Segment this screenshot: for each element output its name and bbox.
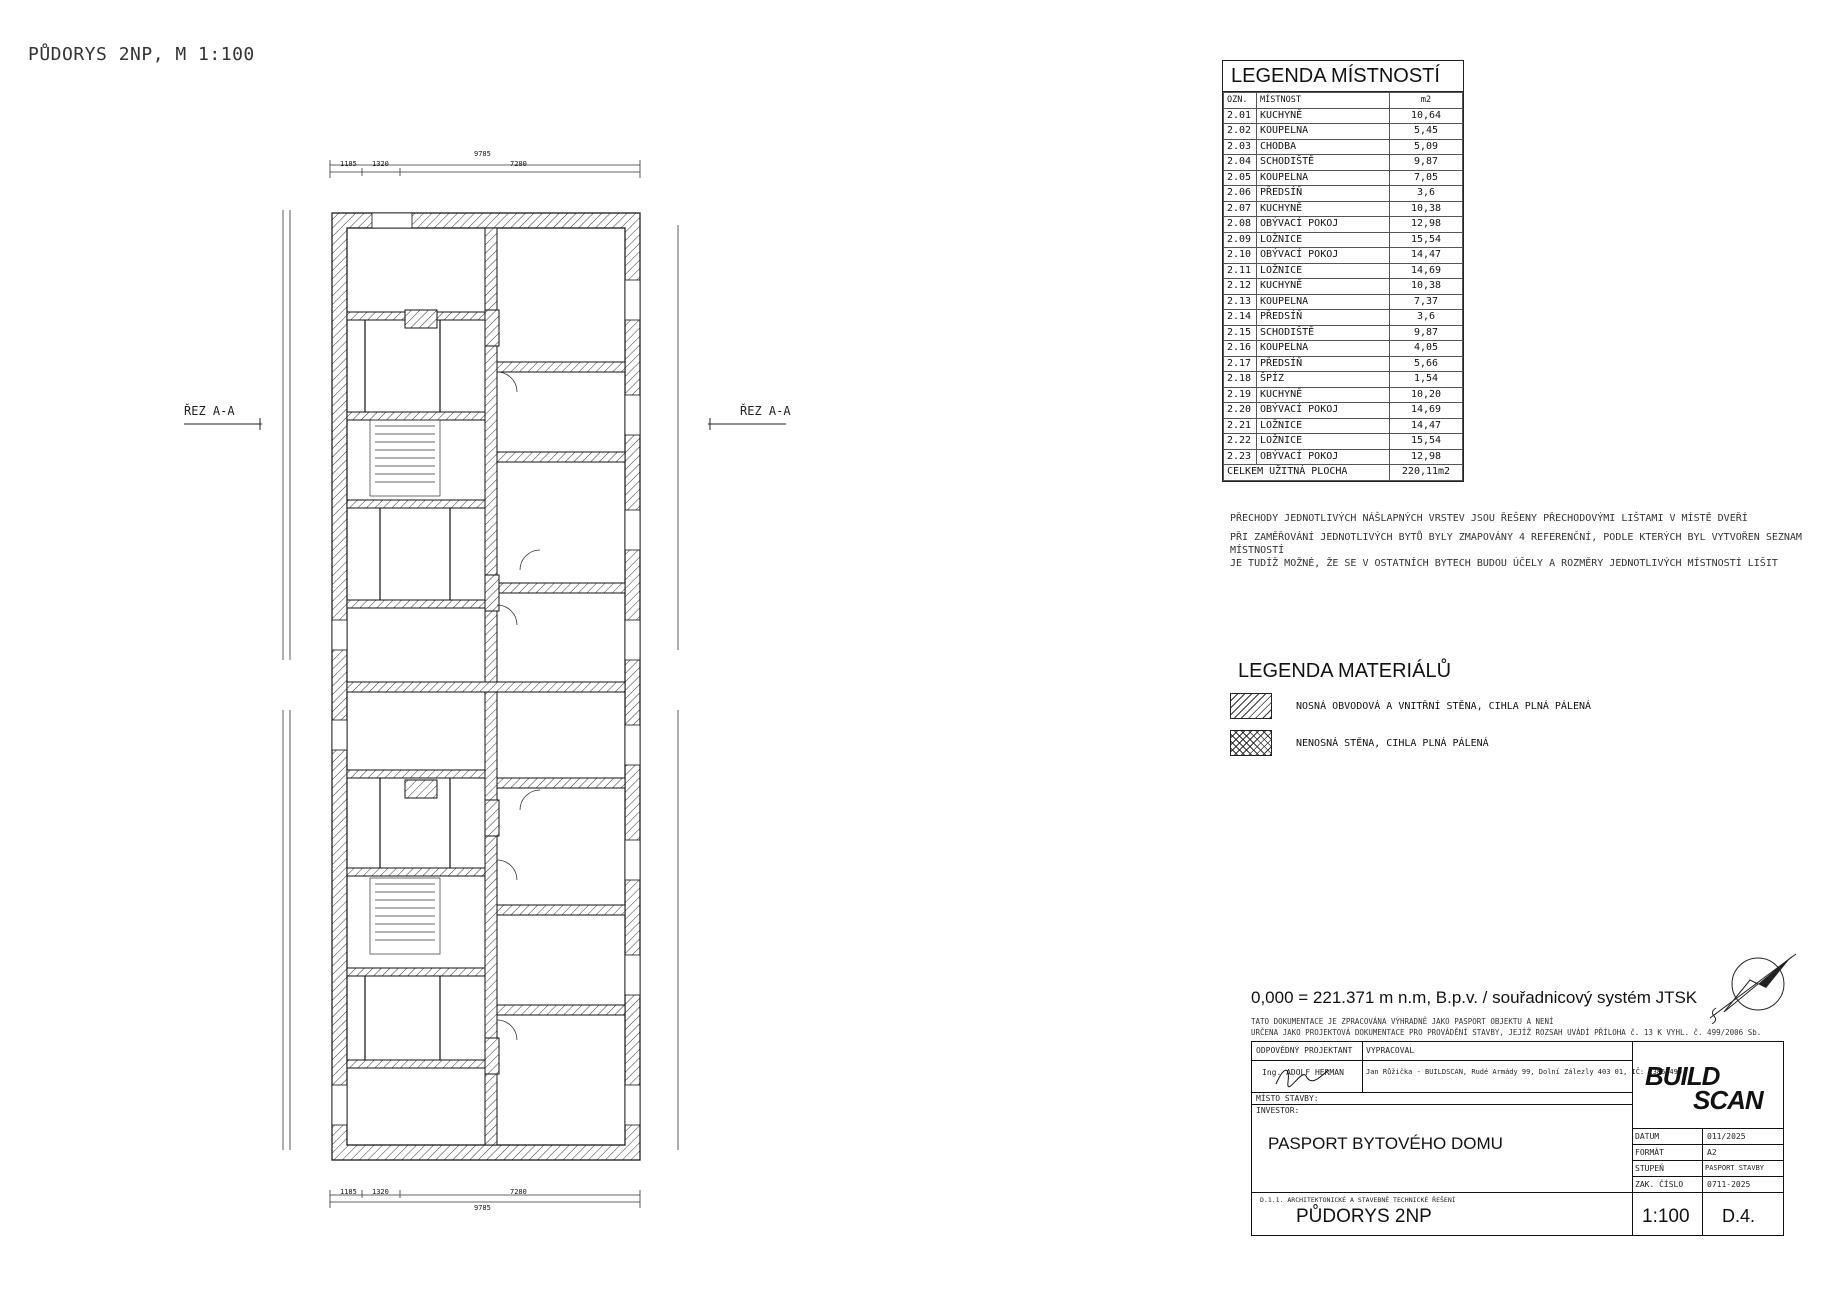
north-arrow-icon [1700,948,1800,1024]
top-dimension-seg3: 7280 [510,160,527,168]
room-code: 2.12 [1224,279,1257,295]
room-name: KOUPELNA [1257,341,1390,357]
room-code: 2.19 [1224,387,1257,403]
room-name: PŘEDSÍŇ [1257,356,1390,372]
room-legend-row [1224,403,1463,419]
room-name: KUCHYNĚ [1257,279,1390,295]
room-area: 10,64 [1390,108,1463,124]
section-arrow-left [184,418,264,430]
top-dimension-total: 9785 [474,150,491,158]
room-legend-row [1224,201,1463,217]
room-area: 9,87 [1390,155,1463,171]
room-legend-row [1224,434,1463,450]
room-area: 9,87 [1390,325,1463,341]
room-name: KUCHYNĚ [1257,387,1390,403]
sheet-title: PŮDORYS 2NP, M 1:100 [28,44,255,65]
room-name: OBÝVACÍ POKOJ [1257,248,1390,264]
room-name: SCHODIŠTĚ [1257,325,1390,341]
room-area: 10,20 [1390,387,1463,403]
section-arrow-right [706,418,786,430]
room-code: 2.22 [1224,434,1257,450]
field-date-value: 011/2025 [1707,1132,1746,1141]
room-area: 10,38 [1390,279,1463,295]
room-name: LOŽNICE [1257,263,1390,279]
room-area: 4,05 [1390,341,1463,357]
disclaimer [1251,1016,1761,1038]
room-area: 15,54 [1390,434,1463,450]
section-marker-left: ŘEZ A-A [184,404,235,418]
room-area: 14,69 [1390,403,1463,419]
room-legend-row [1224,341,1463,357]
logo-line-1: BUILD [1645,1061,1720,1091]
room-code: 2.07 [1224,201,1257,217]
bottom-dimension-seg1: 1185 [340,1188,357,1196]
field-format-value: A2 [1707,1148,1717,1157]
room-legend-row [1224,186,1463,202]
note-3: JE TUDÍŽ MOŽNÉ, ŽE SE V OSTATNÍCH BYTECH BUDOU ÚČELY A ROZMĚRY JEDNOTLIVÝCH MÍSTNOSTÍ LIŠIT [1230,558,1778,569]
col-name-header: MÍSTNOST [1257,93,1390,109]
disclaimer-line-1: TATO DOKUMENTACE JE ZPRACOVÁNA VÝHRADNĚ JAKO PASPORT OBJEKTU A NENÍ [1251,1017,1554,1026]
room-legend-row [1224,356,1463,372]
field-order-label: ZAK. ČÍSLO [1635,1180,1684,1189]
room-code: 2.01 [1224,108,1257,124]
room-area: 7,37 [1390,294,1463,310]
room-legend-row [1224,449,1463,465]
material-label: NENOSNÁ STĚNA, CIHLA PLNÁ PÁLENÁ [1296,737,1489,749]
room-legend-header [1224,93,1463,109]
room-legend-row [1224,248,1463,264]
room-name: OBÝVACÍ POKOJ [1257,217,1390,233]
room-legend-row [1224,124,1463,140]
section-marker-right: ŘEZ A-A [740,404,791,418]
room-legend-row [1224,263,1463,279]
room-name: KOUPELNA [1257,294,1390,310]
room-area: 10,38 [1390,201,1463,217]
material-legend-title: LEGENDA MATERIÁLŮ [1238,660,1452,682]
investor-label: INVESTOR: [1256,1106,1300,1115]
room-legend-row [1224,139,1463,155]
room-code: 2.18 [1224,372,1257,388]
field-stage-label: STUPEŇ [1635,1164,1664,1173]
drawing-number: D.4. [1722,1206,1756,1226]
room-area: 15,54 [1390,232,1463,248]
notes [1230,512,1843,570]
prepared-name: Jan Růžička - BUILDSCAN, Rudé Armády 99, Dolní Zálezly 403 01, IČ: 23863499 [1366,1068,1683,1076]
field-date-label: DATUM [1635,1132,1660,1141]
designer-label: ODPOVĚDNÝ PROJEKTANT [1256,1046,1353,1055]
room-legend-row [1224,418,1463,434]
room-code: 2.23 [1224,449,1257,465]
room-name: CHODBA [1257,139,1390,155]
room-code: 2.11 [1224,263,1257,279]
room-code: 2.14 [1224,310,1257,326]
disclaimer-line-2: URČENA JAKO PROJEKTOVÁ DOKUMENTACE PRO PROVÁDĚNÍ STAVBY, JEJÍŽ ROZSAH UVÁDÍ PŘÍLOHA č. 13 K VYHL. č. 499/2006 Sb. [1251,1028,1762,1037]
room-legend-row [1224,217,1463,233]
room-name: SCHODIŠTĚ [1257,155,1390,171]
material-item-partition [1230,730,1489,756]
room-area: 3,6 [1390,310,1463,326]
room-code: 2.06 [1224,186,1257,202]
section-text: D.1.1. ARCHITEKTONICKÉ A STAVEBNĚ TECHNICKÉ ŘEŠENÍ [1260,1196,1456,1204]
room-name: PŘEDSÍŇ [1257,310,1390,326]
room-code: 2.20 [1224,403,1257,419]
crosshatch-swatch [1230,730,1272,756]
room-name: LOŽNICE [1257,232,1390,248]
room-code: 2.17 [1224,356,1257,372]
logo-line-2: SCAN [1693,1085,1763,1115]
room-legend-row [1224,294,1463,310]
room-name: OBÝVACÍ POKOJ [1257,403,1390,419]
room-area: 7,05 [1390,170,1463,186]
room-legend-row [1224,170,1463,186]
room-code: 2.04 [1224,155,1257,171]
room-code: 2.05 [1224,170,1257,186]
designer-name: Ing. ADOLF HERMAN [1262,1068,1344,1077]
room-legend-title: LEGENDA MÍSTNOSTÍ [1223,61,1463,92]
room-name: KOUPELNA [1257,124,1390,140]
room-area: 14,69 [1390,263,1463,279]
room-name: PŘEDSÍŇ [1257,186,1390,202]
room-name: OBÝVACÍ POKOJ [1257,449,1390,465]
drawing-scale: 1:100 [1642,1206,1690,1227]
buildscan-logo [1645,1061,1763,1115]
material-item-loadbearing [1230,693,1591,719]
room-area: 1,54 [1390,372,1463,388]
project-name: PASPORT BYTOVÉHO DOMU [1268,1134,1503,1153]
room-area: 5,66 [1390,356,1463,372]
room-name: LOŽNICE [1257,418,1390,434]
material-label: NOSNÁ OBVODOVÁ A VNITŘNÍ STĚNA, CIHLA PLNÁ PÁLENÁ [1296,700,1592,712]
room-legend-row [1224,325,1463,341]
total-label: CELKEM UŽITNÁ PLOCHA [1224,465,1390,481]
signature [1272,1062,1332,1088]
datum-text: 0,000 = 221.371 m n.m, B.p.v. / souřadnicový systém JTSK [1251,988,1698,1007]
site-label: MÍSTO STAVBY: [1256,1094,1319,1103]
room-code: 2.03 [1224,139,1257,155]
prepared-label: VYPRACOVAL [1366,1046,1415,1055]
room-legend-row [1224,279,1463,295]
room-code: 2.10 [1224,248,1257,264]
room-code: 2.16 [1224,341,1257,357]
room-area: 14,47 [1390,248,1463,264]
bottom-dimension-total: 9785 [474,1204,491,1212]
field-format-label: FORMÁT [1635,1148,1664,1157]
col-area-header: m2 [1390,93,1463,109]
room-name: KUCHYNĚ [1257,108,1390,124]
room-code: 2.08 [1224,217,1257,233]
hatch-swatch [1230,693,1272,719]
room-code: 2.21 [1224,418,1257,434]
field-stage-value: PASPORT STAVBY [1705,1164,1765,1172]
room-code: 2.09 [1224,232,1257,248]
room-name: KUCHYNĚ [1257,201,1390,217]
room-area: 5,45 [1390,124,1463,140]
door-swings [497,372,540,1040]
floor-plan [270,150,750,1240]
title-block [1251,1041,1784,1236]
col-code-header: OZN. [1224,93,1257,109]
note-2: PŘI ZAMĚŘOVÁNÍ JEDNOTLIVÝCH BYTŮ BYLY ZMAPOVÁNY 4 REFERENČNÍ, PODLE KTERÝCH BYL VYTVOŘEN SEZNAM MÍSTNOSTÍ [1230,532,1802,556]
note-1: PŘECHODY JEDNOTLIVÝCH NÁŠLAPNÝCH VRSTEV JSOU ŘEŠENY PŘECHODOVÝMI LIŠTAMI V MÍSTĚ DVEŘÍ [1230,513,1748,524]
room-legend-row [1224,108,1463,124]
room-code: 2.15 [1224,325,1257,341]
drawing-name: PŮDORYS 2NP [1296,1206,1432,1227]
room-legend [1222,60,1464,482]
room-legend-total-row [1224,465,1463,481]
field-order-value: 0711-2025 [1707,1180,1751,1189]
room-area: 14,47 [1390,418,1463,434]
room-code: 2.02 [1224,124,1257,140]
room-area: 5,09 [1390,139,1463,155]
top-dimension-seg1: 1185 [340,160,357,168]
room-legend-row [1224,310,1463,326]
room-name: ŠPÍZ [1257,372,1390,388]
room-area: 12,98 [1390,449,1463,465]
room-legend-row [1224,155,1463,171]
room-code: 2.13 [1224,294,1257,310]
bottom-dimension-seg3: 7280 [510,1188,527,1196]
total-value: 220,11m2 [1390,465,1463,481]
room-legend-row [1224,387,1463,403]
room-legend-row [1224,232,1463,248]
room-legend-row [1224,372,1463,388]
room-area: 3,6 [1390,186,1463,202]
room-name: LOŽNICE [1257,434,1390,450]
bottom-dimension-seg2: 1320 [372,1188,389,1196]
top-dimension-seg2: 1320 [372,160,389,168]
room-name: KOUPELNA [1257,170,1390,186]
room-legend-table [1223,92,1463,481]
room-area: 12,98 [1390,217,1463,233]
